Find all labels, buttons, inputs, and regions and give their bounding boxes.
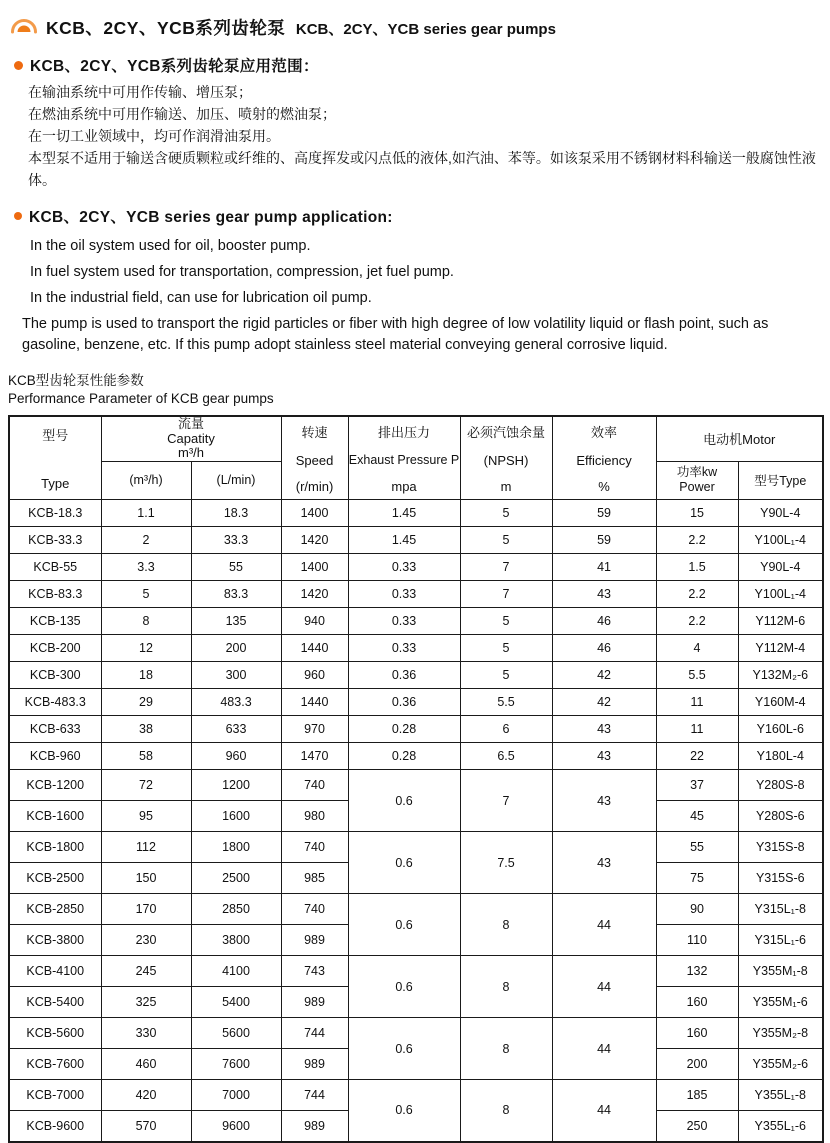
header-efficiency-zh: 效率: [591, 425, 618, 440]
cell-speed: 1400: [281, 500, 348, 527]
cell-pump-type: KCB-5600: [9, 1018, 101, 1049]
cell-npsh: 7: [460, 770, 552, 832]
header-pressure-zh: 排出压力: [378, 425, 431, 440]
cell-motor-type: Y180L-4: [738, 743, 823, 770]
cell-npsh: 7: [460, 581, 552, 608]
cell-capacity-lmin: 7600: [191, 1049, 281, 1080]
header-speed: [281, 416, 348, 500]
cell-motor-type: Y90L-4: [738, 554, 823, 581]
cell-capacity-lmin: 960: [191, 743, 281, 770]
cell-pressure: 0.28: [348, 716, 460, 743]
cell-capacity-m3h: 245: [101, 956, 191, 987]
cell-capacity-m3h: 170: [101, 894, 191, 925]
cell-efficiency: 43: [552, 716, 656, 743]
cell-capacity-lmin: 483.3: [191, 689, 281, 716]
cell-speed: 1420: [281, 581, 348, 608]
en-line: In fuel system used for transportation, compression, jet fuel pump.: [30, 264, 454, 280]
header-speed-zh: 转速: [301, 425, 328, 440]
cell-efficiency: 44: [552, 1080, 656, 1142]
table-title-block: [8, 372, 830, 408]
application-heading-cn-text: KCB、2CY、YCB系列齿轮泵应用范围：: [30, 58, 319, 75]
cell-capacity-m3h: 230: [101, 925, 191, 956]
cn-line: 在一切工业领域中，均可作润滑油泵用。: [28, 128, 280, 144]
cell-capacity-lmin: 3800: [191, 925, 281, 956]
cell-npsh: 5: [460, 662, 552, 689]
cell-npsh: 5: [460, 608, 552, 635]
cell-motor-type: Y112M-4: [738, 635, 823, 662]
cell-capacity-m3h: 95: [101, 801, 191, 832]
cell-speed: 1400: [281, 554, 348, 581]
cell-motor-power: 185: [656, 1080, 738, 1111]
cell-efficiency: 41: [552, 554, 656, 581]
cell-speed: 970: [281, 716, 348, 743]
cell-npsh: 7: [460, 554, 552, 581]
cell-speed: 989: [281, 987, 348, 1018]
cell-pump-type: KCB-9600: [9, 1111, 101, 1142]
cell-npsh: 5: [460, 635, 552, 662]
cell-speed: 960: [281, 662, 348, 689]
cell-pump-type: KCB-7600: [9, 1049, 101, 1080]
cell-capacity-m3h: 420: [101, 1080, 191, 1111]
cell-motor-power: 37: [656, 770, 738, 801]
cell-capacity-lmin: 200: [191, 635, 281, 662]
header-capacity-m3h-label: (m³/h): [129, 473, 163, 488]
cell-capacity-m3h: 2: [101, 527, 191, 554]
cell-pump-type: KCB-1600: [9, 801, 101, 832]
header-motor: [656, 416, 823, 461]
cell-capacity-lmin: 5400: [191, 987, 281, 1018]
cell-motor-power: 11: [656, 716, 738, 743]
cell-npsh: 5.5: [460, 689, 552, 716]
cell-capacity-m3h: 12: [101, 635, 191, 662]
cell-npsh: 8: [460, 956, 552, 1018]
header-capacity-m3h: [101, 461, 191, 499]
cell-pump-type: KCB-960: [9, 743, 101, 770]
cell-pump-type: KCB-2850: [9, 894, 101, 925]
cell-motor-type: Y315S-8: [738, 832, 823, 863]
application-lines-cn: [28, 81, 830, 191]
doc-header: [0, 0, 830, 40]
cell-pressure: 0.6: [348, 832, 460, 894]
cell-pump-type: KCB-300: [9, 662, 101, 689]
cell-efficiency: 59: [552, 527, 656, 554]
table-row: [9, 743, 823, 770]
cell-pressure: 0.28: [348, 743, 460, 770]
cell-pump-type: KCB-1800: [9, 832, 101, 863]
cell-motor-type: Y355L₁-8: [738, 1080, 823, 1111]
cell-efficiency: 43: [552, 770, 656, 832]
cell-speed: 740: [281, 770, 348, 801]
cell-speed: 1440: [281, 689, 348, 716]
cell-capacity-m3h: 8: [101, 608, 191, 635]
cell-pump-type: KCB-2500: [9, 863, 101, 894]
cell-npsh: 6: [460, 716, 552, 743]
cell-pump-type: KCB-5400: [9, 987, 101, 1018]
table-row: [9, 832, 823, 863]
table-row: [9, 689, 823, 716]
header-pressure-unit: mpa: [391, 479, 417, 494]
cell-speed: 1420: [281, 527, 348, 554]
cell-pressure: 0.6: [348, 770, 460, 832]
bullet-icon: [14, 61, 23, 70]
cell-efficiency: 44: [552, 1018, 656, 1080]
cell-pressure: 0.33: [348, 635, 460, 662]
cell-motor-type: Y160L-6: [738, 716, 823, 743]
cell-speed: 743: [281, 956, 348, 987]
cell-capacity-lmin: 1600: [191, 801, 281, 832]
cell-capacity-lmin: 1800: [191, 832, 281, 863]
cell-capacity-lmin: 2500: [191, 863, 281, 894]
table-row: [9, 956, 823, 987]
table-row: [9, 581, 823, 608]
header-motor-power: [656, 461, 738, 499]
cell-motor-power: 11: [656, 689, 738, 716]
cell-capacity-m3h: 112: [101, 832, 191, 863]
page-title: [46, 15, 556, 40]
cell-motor-power: 110: [656, 925, 738, 956]
cell-motor-power: 4: [656, 635, 738, 662]
cell-motor-power: 22: [656, 743, 738, 770]
cn-line: 在输油系统中可用作传输、增压泵；: [28, 84, 252, 100]
cell-pressure: 0.6: [348, 1080, 460, 1142]
cell-npsh: 8: [460, 894, 552, 956]
cell-motor-power: 75: [656, 863, 738, 894]
cell-capacity-m3h: 330: [101, 1018, 191, 1049]
cell-pump-type: KCB-83.3: [9, 581, 101, 608]
cell-pump-type: KCB-18.3: [9, 500, 101, 527]
header-efficiency-en: Efficiency: [576, 452, 632, 468]
cell-pump-type: KCB-200: [9, 635, 101, 662]
cell-pressure: 0.36: [348, 689, 460, 716]
cell-capacity-m3h: 325: [101, 987, 191, 1018]
cell-capacity-m3h: 18: [101, 662, 191, 689]
header-type: [9, 416, 101, 500]
application-paragraph-en: The pump is used to transport the rigid particles or fiber with high degree of low volatility liquid or flash point, such as gasoline, benzene, etc. If this pump adopt stainless steel material conveying general corrosive liquid.: [22, 316, 769, 353]
cell-capacity-m3h: 3.3: [101, 554, 191, 581]
performance-table: [8, 415, 824, 1143]
table-row: [9, 635, 823, 662]
application-heading-en: [14, 205, 830, 227]
cell-motor-type: Y315S-6: [738, 863, 823, 894]
application-heading-en-text: KCB、2CY、YCB series gear pump application:: [29, 209, 393, 226]
cell-capacity-m3h: 5: [101, 581, 191, 608]
cell-pressure: 0.6: [348, 1018, 460, 1080]
cell-motor-type: Y355M₂-6: [738, 1049, 823, 1080]
cell-speed: 744: [281, 1018, 348, 1049]
cell-motor-power: 15: [656, 500, 738, 527]
cell-motor-type: Y100L₁-4: [738, 527, 823, 554]
performance-table-body: [9, 500, 823, 1142]
application-section-cn: [0, 54, 830, 191]
cell-npsh: 5: [460, 527, 552, 554]
header-pressure: [348, 416, 460, 500]
cell-capacity-lmin: 4100: [191, 956, 281, 987]
cell-motor-power: 160: [656, 1018, 738, 1049]
cell-efficiency: 43: [552, 743, 656, 770]
cell-motor-power: 45: [656, 801, 738, 832]
cell-speed: 740: [281, 894, 348, 925]
cell-motor-type: Y280S-6: [738, 801, 823, 832]
table-row: [9, 500, 823, 527]
header-motor-type-label: 型号Type: [754, 474, 807, 489]
cell-motor-power: 55: [656, 832, 738, 863]
cell-pressure: 1.45: [348, 527, 460, 554]
cell-speed: 744: [281, 1080, 348, 1111]
header-motor-label: 电动机Motor: [703, 432, 776, 448]
cell-efficiency: 46: [552, 608, 656, 635]
cell-efficiency: 42: [552, 662, 656, 689]
header-npsh: [460, 416, 552, 500]
cell-pump-type: KCB-633: [9, 716, 101, 743]
header-motor-power-en: Power: [679, 480, 715, 495]
cell-motor-type: Y355M₁-6: [738, 987, 823, 1018]
table-row: [9, 1080, 823, 1111]
cell-efficiency: 59: [552, 500, 656, 527]
table-row: [9, 1018, 823, 1049]
cell-npsh: 8: [460, 1080, 552, 1142]
cell-efficiency: 43: [552, 832, 656, 894]
cell-pump-type: KCB-4100: [9, 956, 101, 987]
cell-motor-power: 160: [656, 987, 738, 1018]
table-title-en: Performance Parameter of KCB gear pumps: [8, 391, 274, 406]
header-capacity-en: Capatity: [167, 430, 215, 446]
cell-capacity-lmin: 300: [191, 662, 281, 689]
cell-speed: 980: [281, 801, 348, 832]
cell-pump-type: KCB-135: [9, 608, 101, 635]
cell-capacity-lmin: 2850: [191, 894, 281, 925]
cell-efficiency: 43: [552, 581, 656, 608]
cell-capacity-m3h: 150: [101, 863, 191, 894]
cell-capacity-m3h: 38: [101, 716, 191, 743]
cell-motor-power: 2.2: [656, 608, 738, 635]
cell-motor-type: Y315L₁-8: [738, 894, 823, 925]
cell-speed: 1440: [281, 635, 348, 662]
cell-pressure: 0.33: [348, 554, 460, 581]
cn-line: 本型泵不适用于输送含硬质颗粒或纤维的、高度挥发或闪点低的液体,如汽油、苯等。如该泵采用不锈钢材料科输送一般腐蚀性液体。: [28, 150, 816, 188]
cell-motor-power: 2.2: [656, 581, 738, 608]
cell-capacity-m3h: 58: [101, 743, 191, 770]
table-row: [9, 554, 823, 581]
table-row: [9, 716, 823, 743]
page-title-zh: KCB、2CY、YCB系列齿轮泵: [46, 17, 286, 38]
cell-speed: 1470: [281, 743, 348, 770]
header-capacity-lmin: [191, 461, 281, 499]
cell-motor-type: Y315L₁-6: [738, 925, 823, 956]
cell-capacity-m3h: 460: [101, 1049, 191, 1080]
cn-line: 在燃油系统中可用作输送、加压、喷射的燃油泵；: [28, 106, 336, 122]
header-efficiency-unit: %: [598, 479, 610, 494]
header-npsh-zh: 必须汽蚀余量: [467, 425, 546, 440]
cell-pump-type: KCB-3800: [9, 925, 101, 956]
header-type-zh: 型号: [42, 428, 69, 443]
en-line: In the oil system used for oil, booster pump.: [30, 238, 311, 254]
application-lines-en: [30, 233, 830, 311]
header-capacity-lmin-label: (L/min): [216, 473, 256, 488]
en-line: In the industrial field, can use for lubrication oil pump.: [30, 290, 372, 306]
cell-capacity-lmin: 18.3: [191, 500, 281, 527]
cell-motor-type: Y355M₁-8: [738, 956, 823, 987]
cell-speed: 989: [281, 925, 348, 956]
cell-motor-power: 1.5: [656, 554, 738, 581]
cell-speed: 989: [281, 1049, 348, 1080]
cell-motor-type: Y280S-8: [738, 770, 823, 801]
header-speed-unit: (r/min): [295, 479, 334, 494]
cell-capacity-lmin: 135: [191, 608, 281, 635]
header-efficiency: [552, 416, 656, 500]
cell-efficiency: 46: [552, 635, 656, 662]
application-heading-cn: [14, 54, 830, 76]
cell-pump-type: KCB-55: [9, 554, 101, 581]
header-type-en: Type: [41, 476, 70, 491]
table-row: [9, 527, 823, 554]
arc-logo-icon: [10, 18, 38, 40]
cell-motor-power: 90: [656, 894, 738, 925]
cell-motor-power: 5.5: [656, 662, 738, 689]
cell-capacity-lmin: 633: [191, 716, 281, 743]
cell-efficiency: 42: [552, 689, 656, 716]
cell-efficiency: 44: [552, 894, 656, 956]
cell-motor-power: 2.2: [656, 527, 738, 554]
table-row: [9, 894, 823, 925]
cell-efficiency: 44: [552, 956, 656, 1018]
cell-pressure: 1.45: [348, 500, 460, 527]
cell-capacity-lmin: 7000: [191, 1080, 281, 1111]
cell-pump-type: KCB-483.3: [9, 689, 101, 716]
cell-capacity-m3h: 29: [101, 689, 191, 716]
cell-motor-power: 200: [656, 1049, 738, 1080]
cell-pressure: 0.6: [348, 956, 460, 1018]
cell-speed: 989: [281, 1111, 348, 1142]
cell-npsh: 6.5: [460, 743, 552, 770]
header-pressure-en: Exhaust Pressure P: [348, 453, 460, 467]
header-speed-en: Speed: [295, 452, 334, 468]
cell-speed: 940: [281, 608, 348, 635]
cell-pump-type: KCB-1200: [9, 770, 101, 801]
header-motor-type: [738, 461, 823, 499]
cell-npsh: 7.5: [460, 832, 552, 894]
table-title-zh: KCB型齿轮泵性能参数: [8, 373, 144, 388]
header-npsh-unit: m: [500, 479, 512, 494]
cell-pressure: 0.36: [348, 662, 460, 689]
header-motor-power-zh: 功率kw: [676, 465, 718, 480]
cell-capacity-lmin: 55: [191, 554, 281, 581]
cell-capacity-lmin: 1200: [191, 770, 281, 801]
application-section-en: [0, 205, 830, 356]
cell-motor-power: 132: [656, 956, 738, 987]
cell-speed: 740: [281, 832, 348, 863]
header-capacity: [101, 416, 281, 461]
cell-motor-type: Y355M₂-8: [738, 1018, 823, 1049]
cell-pump-type: KCB-7000: [9, 1080, 101, 1111]
table-row: [9, 608, 823, 635]
cell-capacity-lmin: 33.3: [191, 527, 281, 554]
page-title-en: KCB、2CY、YCB series gear pumps: [295, 20, 556, 38]
cell-motor-type: Y355L₁-6: [738, 1111, 823, 1142]
cell-motor-type: Y160M-4: [738, 689, 823, 716]
cell-capacity-lmin: 5600: [191, 1018, 281, 1049]
table-row: [9, 770, 823, 801]
cell-motor-type: Y112M-6: [738, 608, 823, 635]
cell-capacity-lmin: 83.3: [191, 581, 281, 608]
cell-npsh: 5: [460, 500, 552, 527]
cell-pressure: 0.33: [348, 581, 460, 608]
table-row: [9, 662, 823, 689]
cell-pressure: 0.33: [348, 608, 460, 635]
header-npsh-en: (NPSH): [483, 452, 529, 468]
cell-motor-type: Y90L-4: [738, 500, 823, 527]
header-capacity-unit: m³/h: [178, 445, 204, 461]
cell-pump-type: KCB-33.3: [9, 527, 101, 554]
cell-motor-power: 250: [656, 1111, 738, 1142]
cell-capacity-lmin: 9600: [191, 1111, 281, 1142]
cell-pressure: 0.6: [348, 894, 460, 956]
cell-capacity-m3h: 1.1: [101, 500, 191, 527]
cell-motor-type: Y100L₁-4: [738, 581, 823, 608]
cell-capacity-m3h: 72: [101, 770, 191, 801]
bullet-icon: [14, 212, 22, 220]
cell-npsh: 8: [460, 1018, 552, 1080]
cell-motor-type: Y132M₂-6: [738, 662, 823, 689]
header-capacity-zh: 流量: [178, 416, 205, 432]
cell-speed: 985: [281, 863, 348, 894]
cell-capacity-m3h: 570: [101, 1111, 191, 1142]
